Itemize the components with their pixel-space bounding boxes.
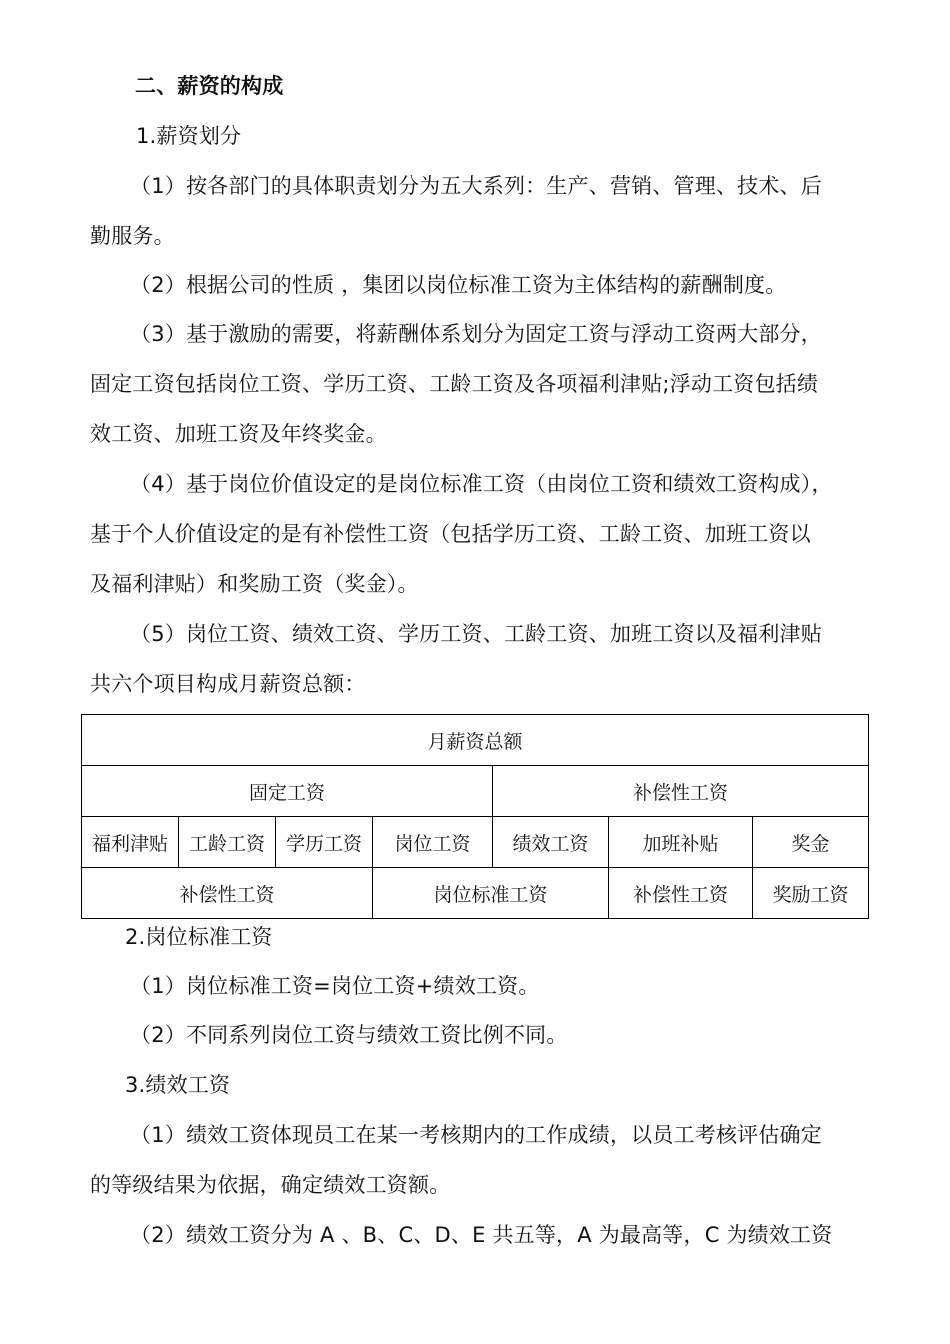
section-heading: 二、薪资的构成 (135, 74, 284, 98)
paragraph-3-line-1: （3）基于激励的需要，将薪酬体系划分为固定工资与浮动工资两大部分， (130, 322, 822, 346)
table-cell: 福利津贴 (82, 817, 179, 868)
paragraph-2-line-1: （2）根据公司的性质 ，集团以岗位标准工资为主体结构的薪酬制度。 (130, 273, 787, 297)
table-row (82, 868, 869, 919)
table-cell: 补偿性工资 (609, 868, 753, 919)
paragraph-3-line-3: 效工资、加班工资及年终奖金。 (90, 422, 387, 446)
table-cell-fixed-salary: 固定工资 (82, 766, 493, 817)
table-cell: 岗位标准工资 (373, 868, 609, 919)
section-3-line-3: （2）绩效工资分为 A 、B、C、D、E 共五等，A 为最高等，C 为绩效工资 (130, 1223, 833, 1247)
table-cell: 绩效工资 (493, 817, 609, 868)
table-row (82, 715, 869, 766)
paragraph-4-line-2: 基于个人价值设定的是有补偿性工资（包括学历工资、工龄工资、加班工资以 (90, 522, 811, 546)
table-cell: 加班补贴 (609, 817, 753, 868)
paragraph-3-line-2: 固定工资包括岗位工资、学历工资、工龄工资及各项福利津贴;浮动工资包括绩 (90, 372, 819, 396)
section-2-line-2: （2）不同系列岗位工资与绩效工资比例不同。 (130, 1023, 568, 1047)
paragraph-5-line-2: 共六个项目构成月薪资总额： (90, 672, 366, 696)
section-3-line-1: （1）绩效工资体现员工在某一考核期内的工作成绩，以员工考核评估确定 (130, 1123, 822, 1147)
salary-structure-table-wrapper (81, 714, 868, 918)
table-cell-title: 月薪资总额 (82, 715, 869, 766)
table-row (82, 817, 869, 868)
salary-structure-table (81, 714, 869, 919)
subsection-title-salary-division: 1.薪资划分 (136, 124, 242, 148)
table-cell: 补偿性工资 (82, 868, 373, 919)
section-3-line-2: 的等级结果为依据，确定绩效工资额。 (90, 1173, 451, 1197)
table-cell: 岗位工资 (373, 817, 493, 868)
subsection-title-position-standard-salary: 2.岗位标准工资 (125, 925, 273, 949)
section-2-line-1: （1）岗位标准工资=岗位工资+绩效工资。 (130, 974, 540, 998)
table-cell: 工龄工资 (179, 817, 276, 868)
paragraph-4-line-1: （4）基于岗位价值设定的是岗位标准工资（由岗位工资和绩效工资构成）， (130, 472, 833, 496)
table-cell: 学历工资 (276, 817, 373, 868)
table-cell: 奖金 (753, 817, 869, 868)
table-row (82, 766, 869, 817)
paragraph-1-line-1: （1）按各部门的具体职责划分为五大系列：生产、营销、管理、技术、后 (130, 174, 822, 198)
table-cell-compensatory-salary: 补偿性工资 (493, 766, 869, 817)
paragraph-5-line-1: （5）岗位工资、绩效工资、学历工资、工龄工资、加班工资以及福利津贴 (130, 622, 822, 646)
subsection-title-performance-salary: 3.绩效工资 (125, 1073, 231, 1097)
paragraph-4-line-3: 及福利津贴）和奖励工资（奖金）。 (90, 572, 419, 596)
paragraph-1-line-2: 勤服务。 (90, 224, 175, 248)
table-cell: 奖励工资 (753, 868, 869, 919)
